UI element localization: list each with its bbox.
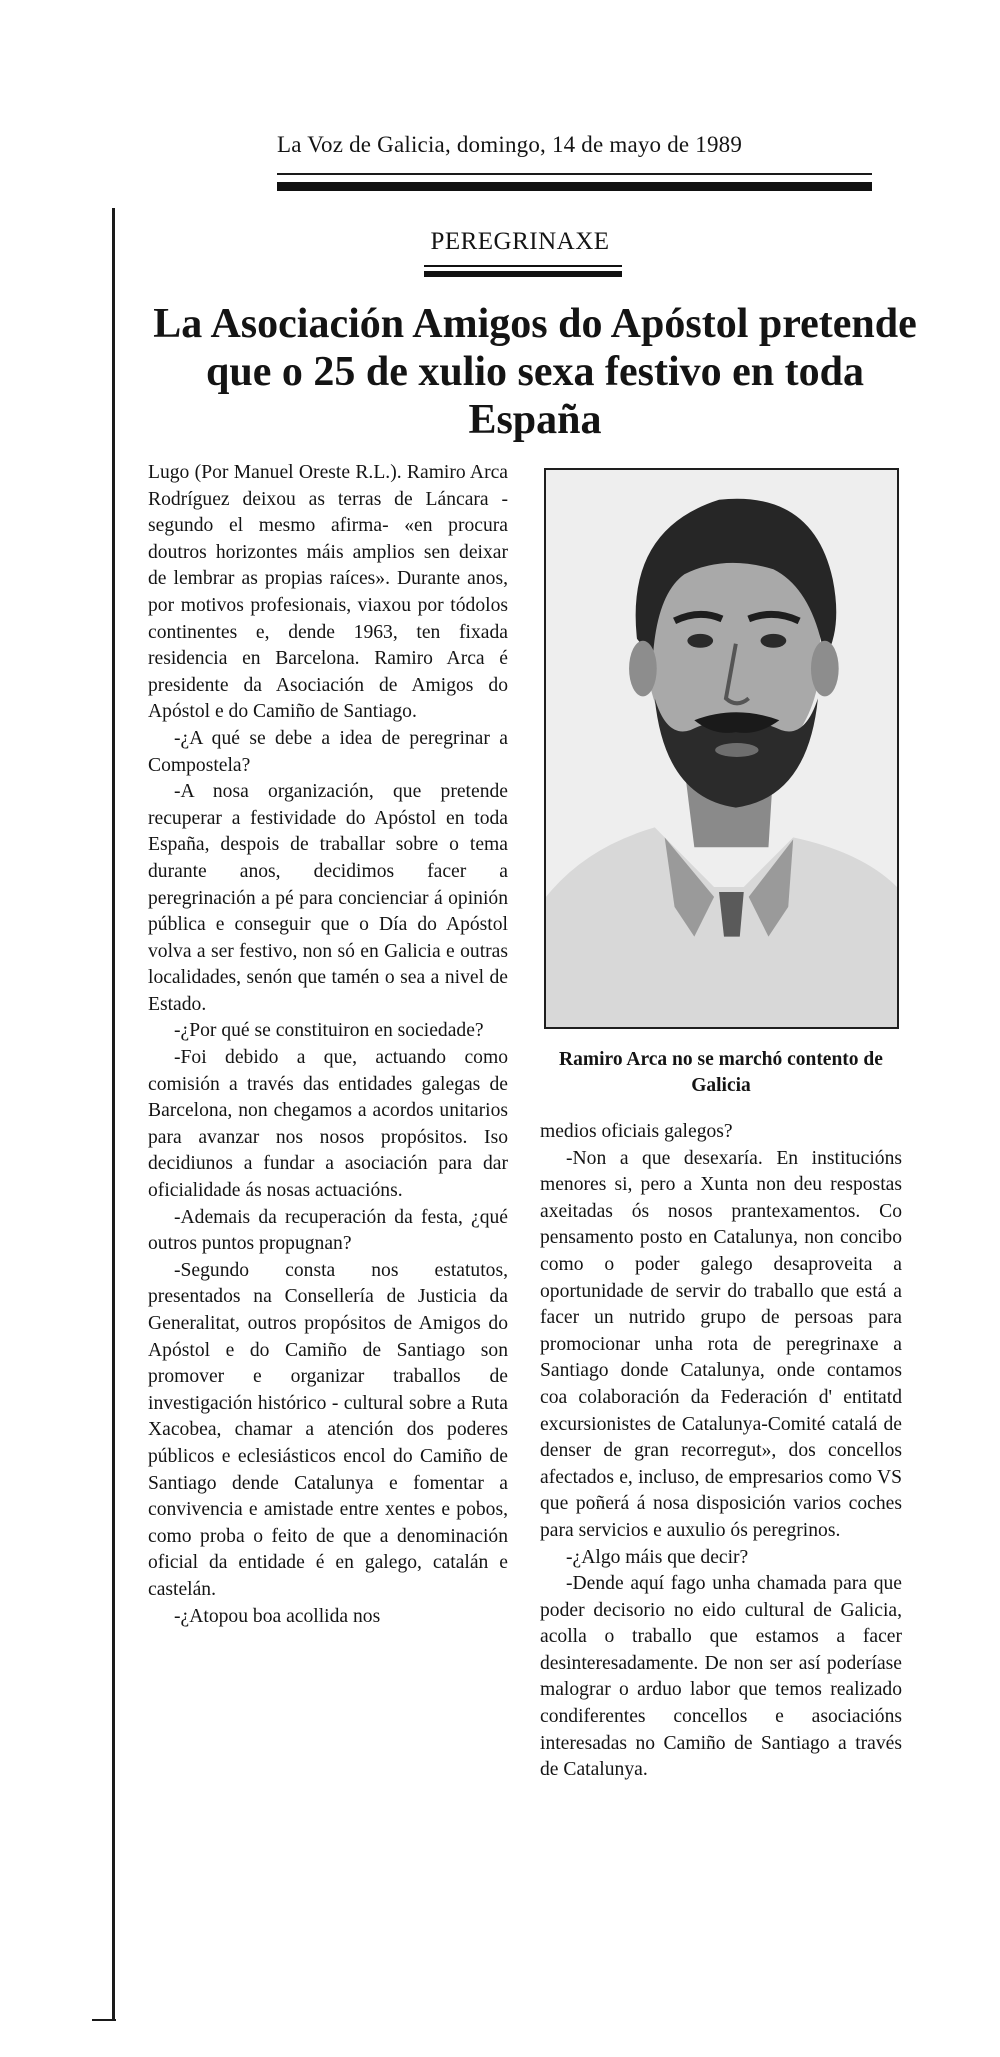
page-header: La Voz de Galicia, domingo, 14 de mayo de 1989: [277, 132, 743, 157]
article-paragraph: -Segundo consta nos estatutos, presentados na Consellería de Justicia da Generalitat, outros propósitos de Amigos do Apóstol e do Camiño de Santiago son promover e organizar traballos de investigación histórico - cultural sobre a Ruta Xacobea, chamar a atención dos poderes públicos e eclesiásticos encol do Camiño de Santiago dende Catalunya e fomentar a convivencia e amistade entre xentes e pobos, como proba o feito de que a denominación oficial da entidade é en galego, catalán e castelán.: [148, 1259, 508, 1600]
article-paragraph: -Non a que desexaría. En institucións menores si, pero a Xunta non deu respostas axeitadas ós nosos prantexamentos. Co pensamento posto en Catalunya, non concibo como o poder galego desaproveita a oportunidade de servir do traballo que está a facer un nutrido grupo de persoas para promocionar unha rota de peregrinaxe a Santiago donde Catalunya, onde contamos coa colaboración da Federación d' entitatd excursionistes de Catalunya-Comité catalá de denser de gran recorregut», dos concellos afectados e, incluso, de empresarios como VS que poñerá á nosa disposición varios coches para servicios e auxulio ós peregrinos.: [540, 1147, 902, 1541]
article-paragraph: -¿Por qué se constituiron en sociedade?: [174, 1020, 484, 1042]
header-rule: [277, 173, 872, 175]
article-paragraph: Lugo (Por Manuel Oreste R.L.). Ramiro Arca Rodríguez deixou as terras de Láncara - segundo el mesmo afirma- «en procura doutros horizontes máis amplios sen deixar de lembrar as propias raíces». Durante anos, por motivos profesionais, viaxou por tódolos continentes e, dende 1963, ten fixada residencia en Barcelona. Ramiro Arca é presidente da Asociación de Amigos do Apóstol e do Camiño de Santiago.: [148, 462, 508, 723]
article-column-right: [540, 1119, 902, 1784]
portrait-image: [546, 470, 897, 1027]
article-paragraph: -¿Atopou boa acollida nos: [174, 1605, 381, 1627]
bottom-rule: [92, 2019, 116, 2021]
article-paragraph: medios oficiais galegos?: [540, 1121, 733, 1142]
article-paragraph: -Ademais da recuperación da festa, ¿qué outros puntos propugnan?: [148, 1206, 508, 1255]
section-rule: [424, 265, 622, 267]
headline: La Asociación Amigos do Apóstol pretende que o 25 de xulio sexa festivo en toda España: [153, 301, 917, 443]
article-paragraph: -¿A qué se debe a idea de peregrinar a Compostela?: [148, 727, 508, 776]
section-label: PEREGRINAXE: [430, 228, 610, 255]
article-column-left: [148, 460, 508, 1630]
article-paragraph: -Foi debido a que, actuando como comisión a través das entidades galegas de Barcelona, non chegamos a acordos unitarios para avanzar nos nosos propósitos. Iso decidiunos a fundar a asociación para dar oficialidade ás nosas actuacións.: [148, 1047, 508, 1202]
column-rule: [112, 208, 115, 2020]
portrait-photo: [544, 468, 899, 1029]
photo-caption: Ramiro Arca no se marchó contento de Galicia: [559, 1049, 883, 1096]
article-paragraph: -Dende aquí fago unha chamada para que poder decisorio no eido cultural de Galicia, acolla o traballo que estamos a facer desinteresadamente. De non ser así poderíase malograr o arduo labor que temos realizado condiferentes concellos e asociacións interesadas no Camiño de Santiago a través de Catalunya.: [540, 1573, 902, 1781]
section-rule-thick: [424, 271, 622, 277]
header-rule-thick: [277, 182, 872, 191]
article-paragraph: -¿Algo máis que decir?: [566, 1546, 749, 1568]
article-paragraph: -A nosa organización, que pretende recuperar a festividade do Apóstol en toda España, despois de traballar sobre o tema durante anos, decidimos facer a peregrinación a pé para concienciar á opinión pública e conseguir que o Día do Apóstol volva a ser festivo, non só en Galicia e outras localidades, senón que tamén o sea a nivel de Estado.: [148, 781, 508, 1015]
